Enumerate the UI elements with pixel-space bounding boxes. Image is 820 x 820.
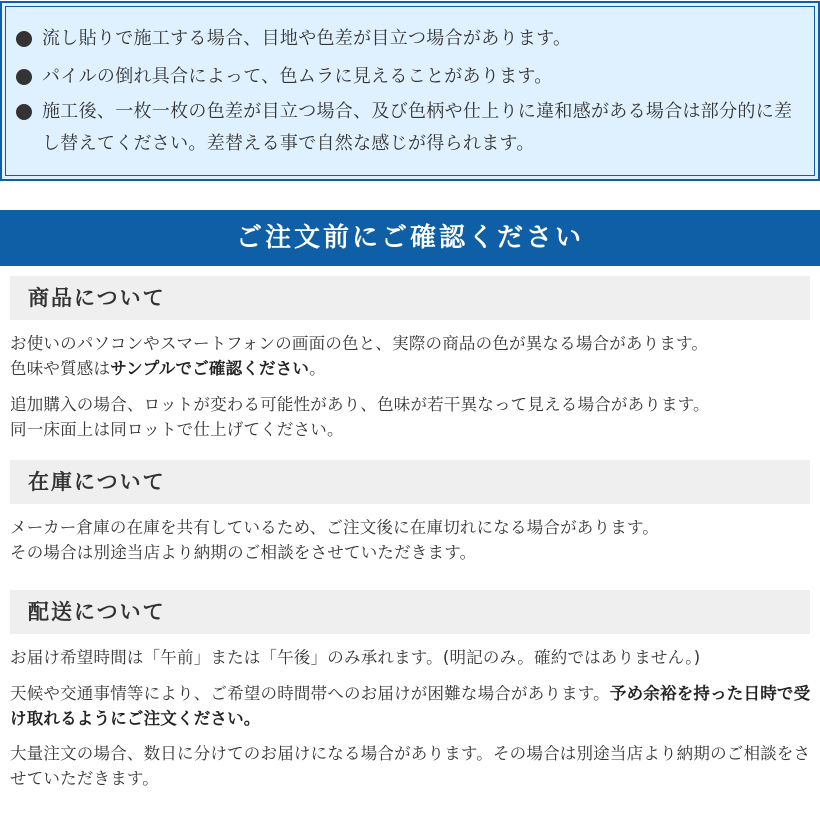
section-heading-delivery: [10, 590, 810, 634]
text-emphasis: 予め余裕を持った日時で受け取れるようにご注文ください。: [10, 684, 811, 728]
bullet-icon: [16, 31, 32, 47]
paragraph-line: お使いのパソコンやスマートフォンの画面の色と、実際の商品の色が異なる場合があります。: [10, 334, 709, 353]
stock-paragraph: [10, 515, 815, 565]
paragraph-line: 追加購入の場合、ロットが変わる可能性があり、色味が若干異なって見える場合があります。: [10, 395, 710, 414]
notice-text: 流し貼りで施工する場合、目地や色差が目立つ場合があります。: [42, 28, 572, 49]
text-plain: 天候や交通事情等により、ご希望の時間帯へのお届けが困難な場合があります。: [10, 684, 610, 703]
text-plain: 大量注文の場合、数日に分けてのお届けになる場合があります。その場合は別途当店より納期のご相談をさせていただきます。: [10, 744, 811, 788]
text-plain: 色味や質感は: [10, 359, 111, 378]
paragraph-line: 同一床面上は同ロットで仕上げてください。: [10, 420, 344, 439]
paragraph-line: [10, 356, 815, 381]
section-heading-text: 在庫について: [28, 470, 166, 494]
product-paragraph-2: [10, 392, 815, 442]
paragraph-line: メーカー倉庫の在庫を共有しているため、ご注文後に在庫切れになる場合があります。: [10, 518, 659, 537]
notice-item: [16, 96, 806, 160]
text-emphasis: サンプルでご確認ください: [110, 359, 310, 378]
notice-text: 施工後、一枚一枚の色差が目立つ場合、及び色柄や仕上りに違和感がある場合は部分的に差し替えてください。差替える事で自然な感じが得られます。: [42, 101, 793, 154]
paragraph-line: お届け希望時間は「午前」または「午後」のみ承れます。(明記のみ。確約ではありません。): [10, 648, 701, 667]
section-heading-text: 商品について: [28, 286, 166, 310]
bullet-icon: [16, 104, 32, 120]
section-heading-product: [10, 276, 810, 320]
notice-text: パイルの倒れ具合によって、色ムラに見えることがあります。: [42, 66, 553, 87]
notice-item: [16, 23, 806, 55]
paragraph-line: その場合は別途当店より納期のご相談をさせていただきます。: [10, 543, 477, 562]
section-heading-stock: [10, 460, 810, 504]
notice-box: [1, 2, 819, 180]
text-plain: 。: [309, 359, 326, 378]
delivery-paragraph-2: [10, 681, 815, 731]
delivery-paragraph-3: [10, 741, 815, 791]
section-heading-text: 配送について: [28, 600, 166, 624]
delivery-paragraph-1: [10, 645, 815, 670]
product-paragraph-1: [10, 331, 815, 381]
confirm-banner: ご注文前にご確認ください: [0, 210, 820, 266]
notice-item: [16, 61, 806, 93]
bullet-icon: [16, 69, 32, 85]
